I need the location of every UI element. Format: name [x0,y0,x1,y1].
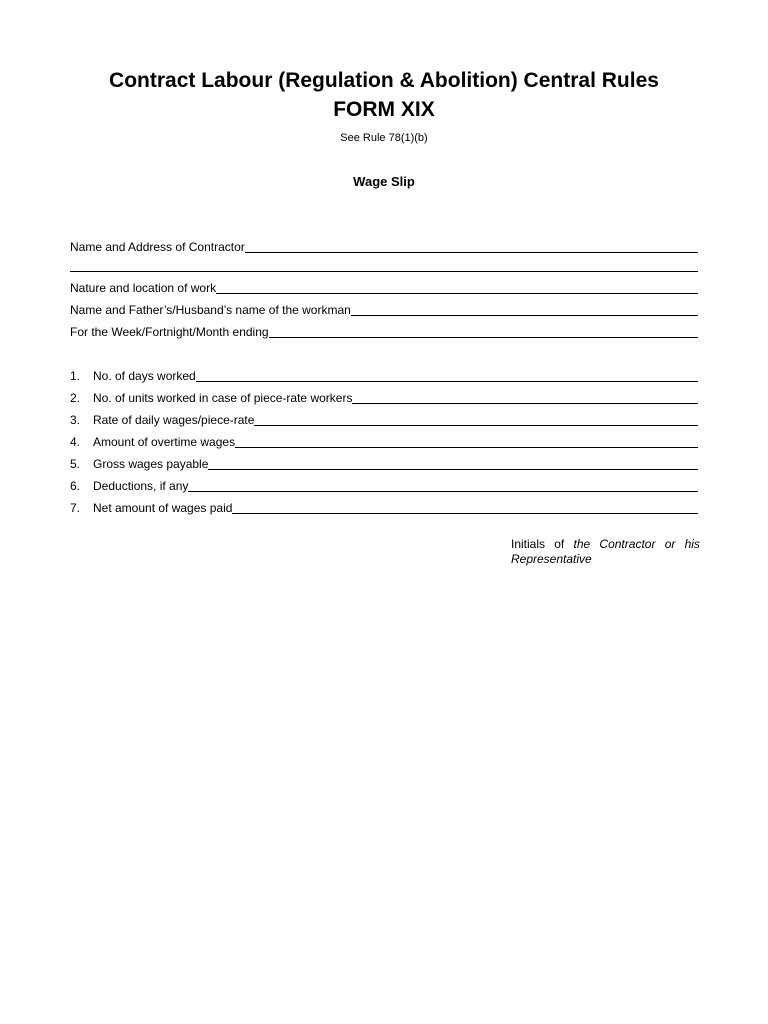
form-number: FORM XIX [333,98,435,121]
item-label: Deductions, if any [93,479,189,493]
representative-word: Representative [511,552,592,566]
item-blank-line [208,469,698,470]
contractor-word: Contractor [599,537,656,551]
workman-field [70,301,698,317]
item-blank-line [188,491,698,492]
item-blank-line [235,447,698,448]
his-word: his [684,537,700,551]
item-label: Net amount of wages paid [93,501,233,515]
contractor-blank-line [245,252,698,253]
work-field [70,279,698,295]
item-blank-line [352,403,698,404]
contractor-field [70,238,698,254]
item-label: No. of units worked in case of piece-rate workers [93,391,353,405]
work-blank-line [216,293,698,294]
or-word: or [664,537,676,551]
item-row [70,389,698,405]
item-number: 6. [70,479,81,493]
period-field [70,323,698,339]
of-word: of [554,537,565,551]
item-row [70,433,698,449]
item-number: 2. [70,391,81,405]
item-blank-line [232,513,698,514]
contractor-label: Name and Address of Contractor [70,240,245,254]
item-label: Rate of daily wages/piece-rate [93,413,255,427]
work-label: Nature and location of work [70,281,217,295]
initials-word: Initials [511,537,546,551]
item-number: 7. [70,501,81,515]
item-row [70,411,698,427]
item-number: 4. [70,435,81,449]
form-title: Contract Labour (Regulation & Abolition) Central Rules [109,69,659,92]
wage-slip-title: Wage Slip [353,174,415,189]
item-row [70,499,698,515]
period-blank-line [269,337,698,338]
the-word: the [573,537,591,551]
item-label: Gross wages payable [93,457,209,471]
item-number: 1. [70,369,81,383]
item-blank-line [254,425,698,426]
period-label: For the Week/Fortnight/Month ending [70,325,269,339]
item-row [70,367,698,383]
item-label: Amount of overtime wages [93,435,236,449]
item-row [70,477,698,493]
contractor-address-blank-line [70,271,698,272]
item-number: 3. [70,413,81,427]
workman-label: Name and Father’s/Husband’s name of the workman [70,303,351,317]
item-row [70,455,698,471]
rule-reference: See Rule 78(1)(b) [340,132,428,144]
workman-blank-line [351,315,698,316]
item-number: 5. [70,457,81,471]
item-label: No. of days worked [93,369,196,383]
contractor-initials-block [511,537,700,567]
item-blank-line [196,381,698,382]
